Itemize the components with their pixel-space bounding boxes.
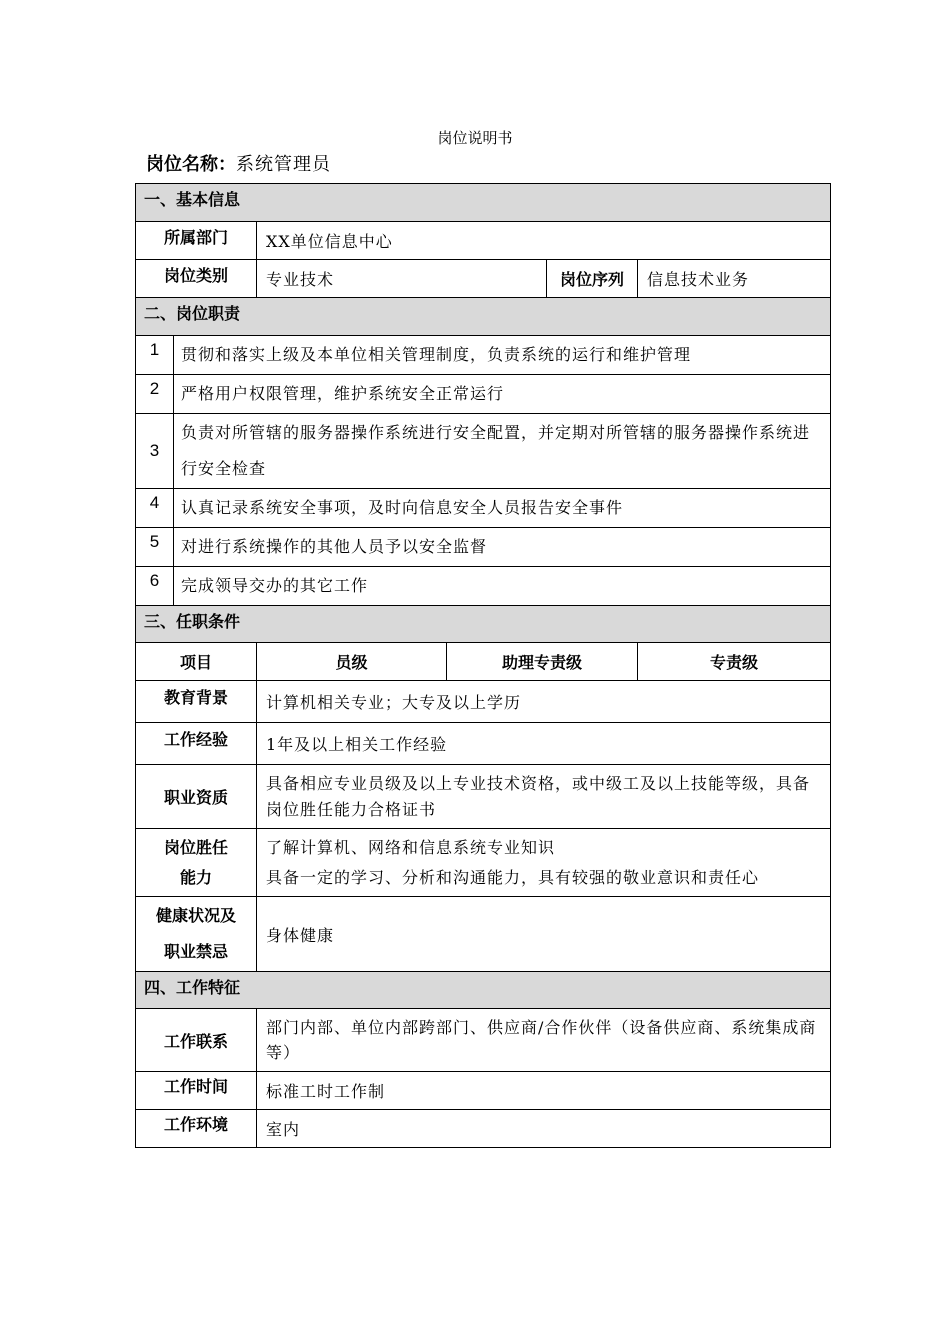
duty-text: 严格用户权限管理，维护系统安全正常运行 [174, 375, 831, 414]
environment-value: 室内 [257, 1110, 831, 1148]
health-label [136, 897, 257, 972]
contacts-label: 工作联系 [136, 1009, 257, 1072]
health-label-line: 健康状况及 [155, 906, 236, 925]
duty-text: 认真记录系统安全事项，及时向信息安全人员报告安全事件 [174, 489, 831, 528]
table-row [136, 681, 831, 723]
table-row [136, 1110, 831, 1148]
environment-label: 工作环境 [136, 1110, 257, 1148]
list-item [136, 375, 831, 414]
list-item [136, 528, 831, 567]
duty-text: 贯彻和落实上级及本单位相关管理制度，负责系统的运行和维护管理 [174, 336, 831, 375]
health-value: 身体健康 [257, 897, 831, 972]
table-row [136, 222, 831, 260]
section-title: 一、基本信息 [136, 184, 831, 222]
section-duties [136, 298, 831, 336]
section-title: 三、任职条件 [136, 606, 831, 643]
duty-number: 2 [136, 375, 174, 414]
job-description-table [135, 183, 831, 1148]
list-item [136, 567, 831, 606]
hours-label: 工作时间 [136, 1072, 257, 1110]
category-label: 岗位类别 [136, 260, 257, 298]
experience-label: 工作经验 [136, 723, 257, 765]
list-item [136, 414, 831, 489]
competency-value-line: 具备一定的学习、分析和沟通能力，具有较强的敬业意识和责任心 [266, 867, 760, 887]
competency-label [136, 829, 257, 897]
competency-value [257, 829, 831, 897]
duty-number: 6 [136, 567, 174, 606]
column-header: 专责级 [638, 643, 831, 681]
competency-value-line: 了解计算机、网络和信息系统专业知识 [266, 837, 556, 857]
health-label-line: 职业禁忌 [163, 942, 228, 961]
table-row [136, 1009, 831, 1072]
position-name-label: 岗位名称： [146, 154, 236, 175]
table-header-row [136, 643, 831, 681]
column-header: 项目 [136, 643, 257, 681]
table-row [136, 723, 831, 765]
duty-number: 3 [136, 414, 174, 489]
qualification-value: 具备相应专业员级及以上专业技术资格，或中级工及以上技能等级，具备岗位胜任能力合格证书 [257, 765, 831, 829]
duty-text: 对进行系统操作的其他人员予以安全监督 [174, 528, 831, 567]
competency-label-line: 岗位胜任 [163, 837, 228, 857]
category-value: 专业技术 [257, 260, 547, 298]
sequence-value: 信息技术业务 [638, 260, 831, 298]
section-requirements [136, 606, 831, 643]
department-value: XX单位信息中心 [257, 222, 831, 260]
education-label: 教育背景 [136, 681, 257, 723]
qualification-label: 职业资质 [136, 765, 257, 829]
sequence-label: 岗位序列 [547, 260, 638, 298]
section-title: 二、岗位职责 [136, 298, 831, 336]
column-header: 员级 [257, 643, 447, 681]
section-basic-info [136, 184, 831, 222]
competency-label-line: 能力 [179, 867, 212, 887]
table-row [136, 1072, 831, 1110]
experience-value: 1年及以上相关工作经验 [257, 723, 831, 765]
table-row [136, 829, 831, 897]
document-title: 岗位说明书 [437, 129, 513, 147]
section-work-features [136, 972, 831, 1009]
duty-text: 负责对所管辖的服务器操作系统进行安全配置，并定期对所管辖的服务器操作系统进行安全检查 [174, 414, 831, 489]
column-header: 助理专责级 [447, 643, 638, 681]
duty-text: 完成领导交办的其它工作 [174, 567, 831, 606]
list-item [136, 336, 831, 375]
duty-number: 5 [136, 528, 174, 567]
education-value: 计算机相关专业；大专及以上学历 [257, 681, 831, 723]
table-row [136, 765, 831, 829]
duty-number: 4 [136, 489, 174, 528]
table-row [136, 897, 831, 972]
list-item [136, 489, 831, 528]
hours-value: 标准工时工作制 [257, 1072, 831, 1110]
duty-number: 1 [136, 336, 174, 375]
section-title: 四、工作特征 [136, 972, 831, 1009]
table-row [136, 260, 831, 298]
position-name-line [146, 150, 331, 176]
position-name-value: 系统管理员 [236, 154, 331, 175]
department-label: 所属部门 [136, 222, 257, 260]
contacts-value: 部门内部、单位内部跨部门、供应商/合作伙伴（设备供应商、系统集成商等） [257, 1009, 831, 1072]
